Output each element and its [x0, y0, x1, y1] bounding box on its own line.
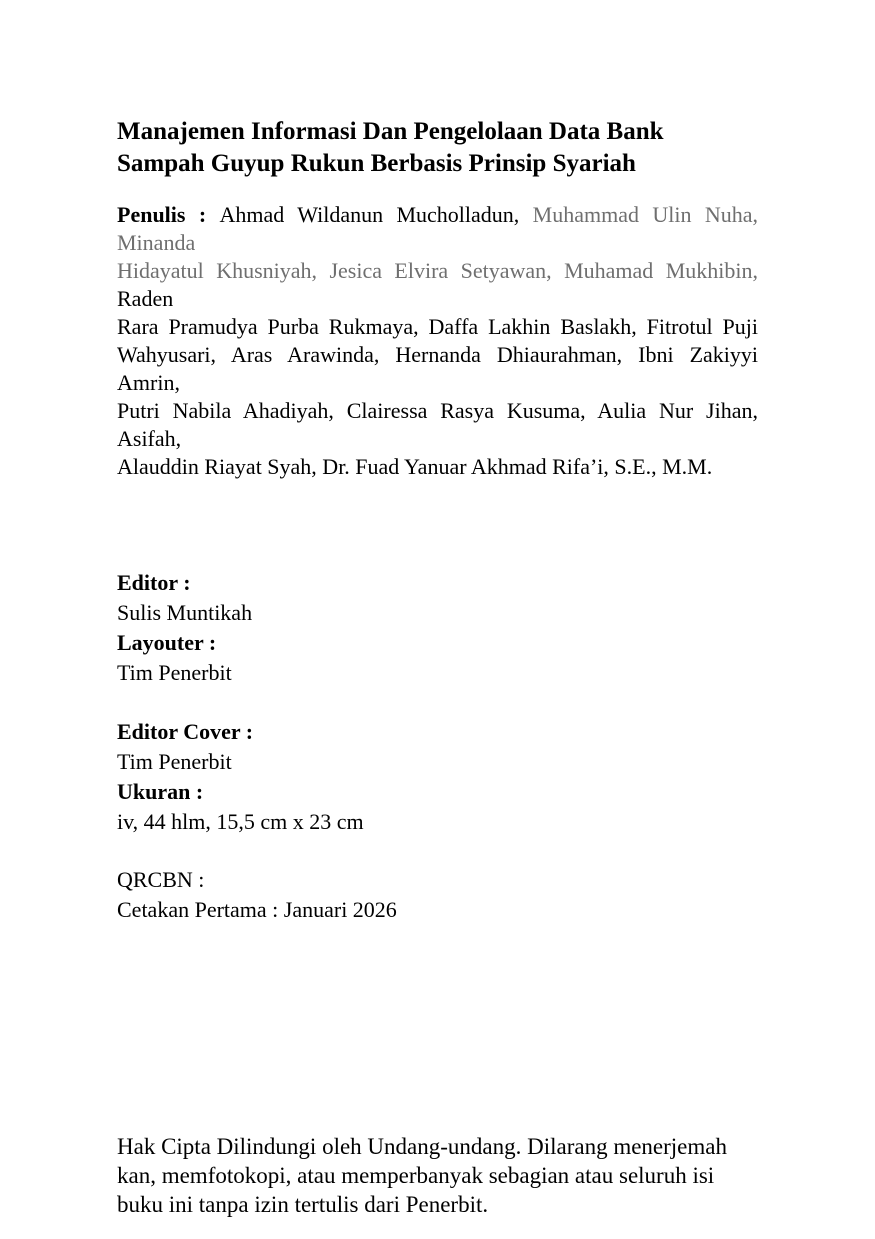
- author-line: [117, 257, 758, 313]
- author-line: [117, 201, 758, 257]
- title-line-2: Sampah Guyup Rukun Berbasis Prinsip Syariah: [117, 150, 636, 177]
- author-names: Putri Nabila Ahadiyah, Clairessa Rasya Kusuma, Aulia Nur Jihan, Asifah,: [117, 398, 758, 451]
- author-line: [117, 397, 758, 453]
- author-names-muted: Hidayatul Khusniyah, Jesica Elvira Setyawan, Muhamad Mukhibin,: [117, 258, 758, 283]
- credits-block-cover-size: [117, 717, 758, 837]
- size-value: iv, 44 hlm, 15,5 cm x 23 cm: [117, 809, 364, 834]
- author-line: [117, 341, 758, 397]
- author-line: [117, 313, 758, 341]
- page-title: [117, 116, 758, 180]
- author-names: Ahmad Wildanun Mucholladun,: [219, 202, 533, 227]
- author-names: Alauddin Riayat Syah, Dr. Fuad Yanuar Akhmad Rifa’i, S.E., M.M.: [117, 454, 713, 479]
- editor-cover-label: Editor Cover :: [117, 719, 254, 744]
- qrcbn-label: QRCBN :: [117, 867, 205, 892]
- page-content: [117, 0, 758, 1219]
- size-label: Ukuran :: [117, 779, 204, 804]
- editor-cover-value: Tim Penerbit: [117, 749, 232, 774]
- authors-label: Penulis :: [117, 202, 220, 227]
- copyright-line: Hak Cipta Dilindungi oleh Undang-undang. Dilarang menerjemah: [117, 1134, 727, 1159]
- first-print-line: Cetakan Pertama : Januari 2026: [117, 897, 397, 922]
- layouter-label: Layouter :: [117, 630, 217, 655]
- copyright-notice: [117, 1132, 758, 1219]
- title-line-1: Manajemen Informasi Dan Pengelolaan Data Bank: [117, 118, 664, 145]
- publication-block: [117, 865, 758, 925]
- copyright-line: kan, memfotokopi, atau memperbanyak sebagian atau seluruh isi: [117, 1163, 715, 1188]
- editor-label: Editor :: [117, 570, 191, 595]
- editor-value: Sulis Muntikah: [117, 600, 253, 625]
- author-names: Rara Pramudya Purba Rukmaya, Daffa Lakhin Baslakh, Fitrotul Puji: [117, 314, 758, 339]
- author-line: [117, 453, 758, 481]
- author-names: Raden: [117, 286, 174, 311]
- layouter-value: Tim Penerbit: [117, 660, 232, 685]
- credits-block-editor: [117, 568, 758, 688]
- author-names-muted: Muhammad Ulin Nuha, Minanda: [117, 202, 758, 255]
- authors-paragraph: [117, 201, 758, 481]
- copyright-line: buku ini tanpa izin tertulis dari Penerbit.: [117, 1192, 489, 1217]
- author-names: Wahyusari, Aras Arawinda, Hernanda Dhiaurahman, Ibni Zakiyyi Amrin,: [117, 342, 758, 395]
